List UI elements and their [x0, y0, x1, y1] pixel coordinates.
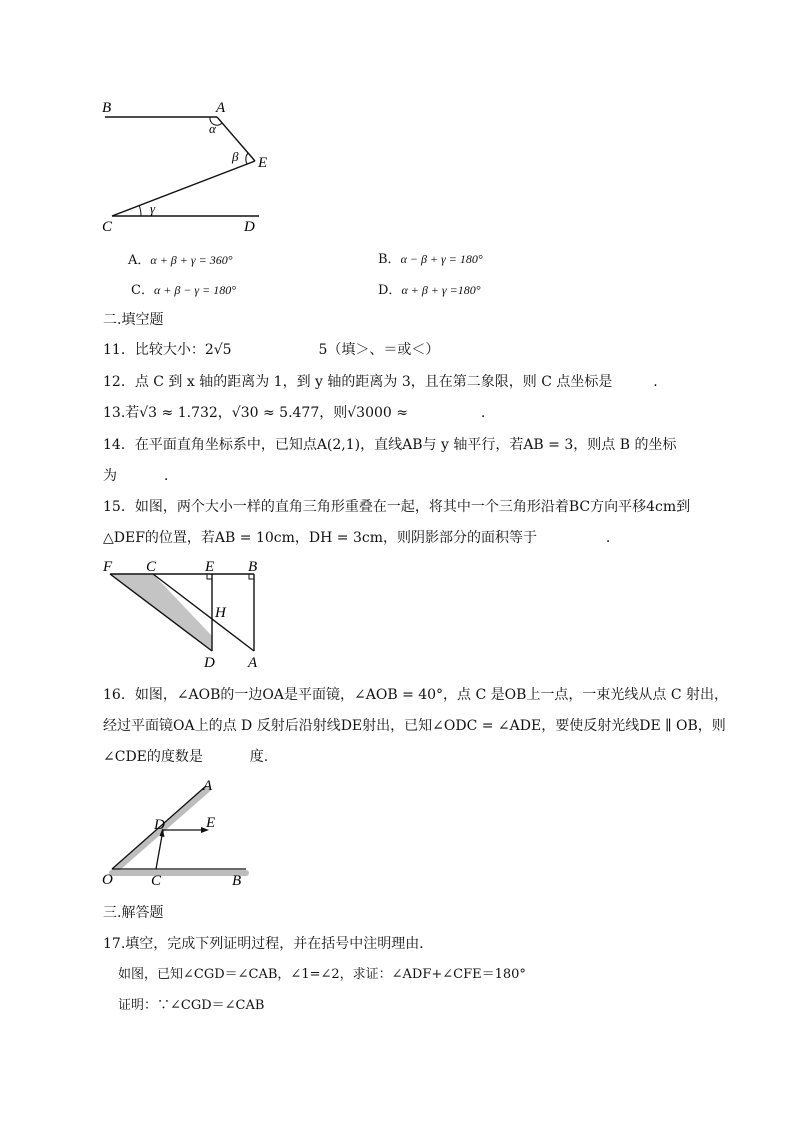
q11-text-end: 5（填＞、＝或＜） — [318, 342, 440, 358]
q11-text: 11．比较大小：2√5 — [103, 342, 232, 358]
option-d — [378, 279, 481, 298]
question-17-line3: 证明：∵∠CGD＝∠CAB — [118, 998, 265, 1013]
label-E: E — [205, 559, 215, 575]
label-B: B — [248, 559, 258, 575]
q12-text: 12．点 C 到 x 轴的距离为 1，到 y 轴的距离为 3，且在第二象限，则 C 点坐标是 — [103, 374, 613, 390]
question-15-line2 — [103, 529, 610, 547]
q15-text: △DEF的位置，若AB = 10cm，DH = 3cm，则阴影部分的面积等于 — [103, 530, 537, 546]
option-letter: A． — [128, 253, 151, 268]
option-letter: C． — [131, 283, 154, 298]
question-15-line1: 15．如图，两个大小一样的直角三角形重叠在一起，将其中一个三角形沿着BC方向平移4cm到 — [103, 499, 691, 515]
figure-angles — [95, 95, 285, 235]
option-letter: D． — [378, 283, 402, 298]
question-11 — [103, 341, 439, 359]
label-A: A — [248, 655, 258, 671]
label-beta: β — [232, 149, 239, 164]
option-a — [128, 249, 233, 268]
label-A: A — [203, 778, 213, 794]
q16-end: 度. — [249, 749, 269, 765]
label-C: C — [151, 873, 162, 889]
label-B: B — [232, 873, 242, 889]
q13-text: 13.若√3 ≈ 1.732，√30 ≈ 5.477，则√3000 ≈ — [103, 405, 408, 421]
option-expr: α − β + γ = 180° — [400, 252, 483, 266]
question-17-line2: 如图，已知∠CGD＝∠CAB，∠1=∠2，求证：∠ADF+∠CFE＝180° — [118, 967, 526, 982]
q14-text: 为 — [103, 468, 117, 484]
figure-triangles — [98, 556, 273, 672]
option-b — [378, 248, 483, 267]
label-B: B — [102, 100, 112, 116]
label-A: A — [216, 100, 226, 116]
question-16-line1: 16．如图，∠AOB的一边OA是平面镜，∠AOB = 40°，点 C 是OB上一点，一束光线从点 C 射出， — [103, 687, 729, 703]
label-D: D — [154, 817, 165, 833]
q14-end: . — [163, 468, 169, 484]
option-letter: B． — [378, 252, 401, 267]
section-title-solutions: 三.解答题 — [103, 905, 164, 921]
question-16-line2: 经过平面镜OA上的点 D 反射后沿射线DE射出，已知∠ODC = ∠ADE，要使反射光线DE ∥ OB，则 — [103, 718, 726, 734]
question-14-line2 — [103, 467, 168, 485]
q13-end: . — [480, 405, 486, 421]
label-O: O — [102, 872, 113, 888]
q16-text: ∠CDE的度数是 — [103, 749, 203, 765]
option-expr: α + β + γ = 360° — [150, 253, 233, 267]
label-C: C — [146, 559, 157, 575]
section-title-fill-blank: 二.填空题 — [103, 312, 164, 328]
label-D: D — [244, 219, 255, 235]
question-13 — [103, 404, 485, 422]
option-c — [131, 279, 236, 298]
question-17-line1: 17.填空，完成下列证明过程，并在括号中注明理由． — [103, 936, 434, 952]
question-16-line3 — [103, 748, 268, 766]
label-C: C — [102, 219, 113, 235]
question-14-line1: 14．在平面直角坐标系中，已知点A(2,1)，直线AB与 y 轴平行，若AB = 3，则点 B 的坐标 — [103, 437, 677, 453]
q15-end: . — [605, 530, 611, 546]
label-F: F — [103, 559, 113, 575]
question-12 — [103, 373, 658, 391]
label-alpha: α — [209, 121, 216, 136]
label-gamma: γ — [150, 201, 156, 216]
label-E: E — [206, 815, 216, 831]
label-H: H — [215, 605, 226, 621]
option-expr: α + β + γ =180° — [401, 283, 481, 297]
label-E: E — [258, 155, 268, 171]
q12-end: . — [653, 374, 658, 390]
label-D: D — [204, 655, 215, 671]
figure-mirror — [98, 772, 258, 892]
option-expr: α + β − γ = 180° — [153, 283, 237, 297]
